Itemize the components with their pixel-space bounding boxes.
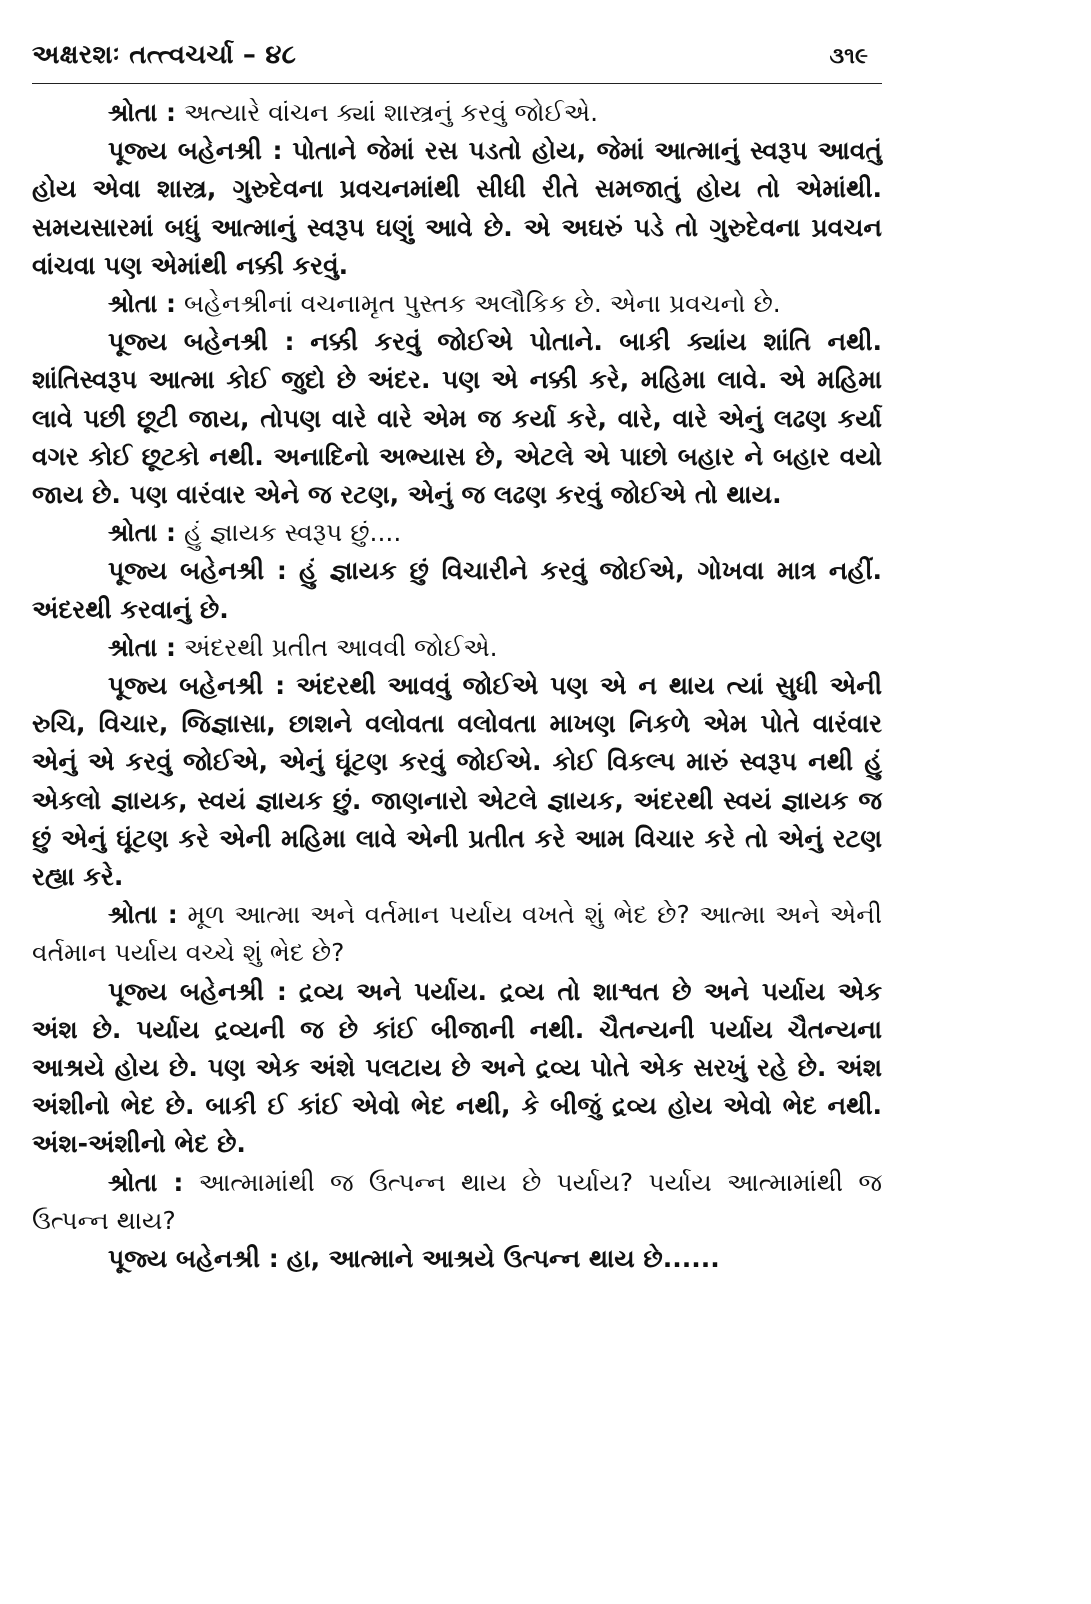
question-text: મૂળ આત્મા અને વર્તમાન પર્યાય વખતે શું ભેદ છે? આત્મા અને એની વર્તમાન પર્યાય વચ્ચે શું ભેદ છે? [32,900,883,968]
dialogue-question [32,1164,882,1240]
running-header [32,40,882,84]
dialogue-answer [32,667,882,896]
dialogue-question [32,514,882,552]
speaker-label: શ્રોતા : [108,518,177,548]
book-page [32,40,882,1278]
speaker-label: શ્રોતા : [108,900,178,930]
question-text: હું જ્ઞાયક સ્વરૂપ છું.... [183,518,402,548]
dialogue-answer [32,323,882,514]
dialogue-question [32,629,882,667]
dialogue-answer [32,1240,882,1278]
speaker-label: શ્રોતા : [108,98,177,127]
dialogue-question [32,285,882,323]
answer-text: અંદરથી આવવું જોઈએ પણ એ ન થાય ત્યાં સુધી એની રુચિ, વિચાર, જિજ્ઞાસા, છાશને વલોવતા વલોવતા માખણ નિકળે એમ પોતે વારંવાર એનું એ કરવું જોઈએ, એનું ઘૂંટણ કરવું જોઈએ. કોઈ વિકલ્પ મારું સ્વરૂપ નથી હું એકલો જ્ઞાયક, સ્વયં જ્ઞાયક છું. જાણનારો એટલે જ્ઞાયક, અંદરથી સ્વયં જ્ઞાયક જ છું એનું ઘૂંટણ કરે એની મહિમા લાવે એની પ્રતીત કરે આમ વિચાર કરે તો એનું રટણ રહ્યા કરે. [32,671,882,892]
speaker-label: પૂજ્ય બહેનશ્રી : [108,976,287,1006]
answer-text: હું જ્ઞાયક છું વિચારીને કરવું જોઈએ, ગોખવા માત્ર નહીં. અંદરથી કરવાનું છે. [32,556,882,624]
dialogue-question [32,94,882,132]
page-number: ૩૧૯ [829,44,868,69]
question-text: આત્મામાંથી જ ઉત્પન્ન થાય છે પર્યાય? પર્યાય આત્મામાંથી જ ઉત્પન્ન થાય? [32,1167,882,1235]
dialogue-answer [32,132,882,285]
dialogue-question [32,896,882,972]
speaker-label: શ્રોતા : [108,289,177,319]
speaker-label: પૂજ્ય બહેનશ્રી : [108,136,283,166]
answer-text: દ્રવ્ય અને પર્યાય. દ્રવ્ય તો શાશ્વત છે અને પર્યાય એક અંશ છે. પર્યાય દ્રવ્યની જ છે કાંઈ બીજાની નથી. ચૈતન્યની પર્યાય ચૈતન્યના આશ્રયે હોય છે. પણ એક અંશે પલટાય છે અને દ્રવ્ય પોતે એક સરખું રહે છે. અંશ અંશીનો ભેદ છે. બાકી ઈ કાંઈ એવો ભેદ નથી, કે બીજું દ્રવ્ય હોય એવો ભેદ નથી. અંશ-અંશીનો ભેદ છે. [32,976,882,1159]
speaker-label: પૂજ્ય બહેનશ્રી : [108,1244,279,1274]
question-text: અંદરથી પ્રતીત આવવી જોઈએ. [183,632,498,662]
answer-text: હા, આત્માને આશ્રયે ઉત્પન્ન થાય છે...... [286,1244,720,1274]
dialogue-answer [32,973,882,1164]
question-text: અત્યારે વાંચન ક્યાં શાસ્ત્રનું કરવું જોઈએ. [183,98,599,127]
answer-text: પોતાને જેમાં રસ પડતો હોય, જેમાં આત્માનું સ્વરૂપ આવતું હોય એવા શાસ્ત્ર, ગુરુદેવના પ્રવચનમાંથી સીધી રીતે સમજાતું હોય તો એમાંથી. સમયસારમાં બધું આત્માનું સ્વરૂપ ઘણું આવે છે. એ અઘરું પડે તો ગુરુદેવના પ્રવચન વાંચવા પણ એમાંથી નક્કી કરવું. [32,136,882,280]
speaker-label: પૂજ્ય બહેનશ્રી : [108,327,295,357]
answer-text: નક્કી કરવું જોઈએ પોતાને. બાકી ક્યાંય શાંતિ નથી. શાંતિસ્વરૂપ આત્મા કોઈ જુદો છે અંદર. પણ એ નક્કી કરે, મહિમા લાવે. એ મહિમા લાવે પછી છૂટી જાય, તોપણ વારે વારે એમ જ કર્યા કરે, વારે, વારે એનું લઢણ કર્યા વગર કોઈ છૂટકો નથી. અનાદિનો અભ્યાસ છે, એટલે એ પાછો બહાર ને બહાર વયો જાય છે. પણ વારંવાર એને જ રટણ, એનું જ લઢણ કરવું જોઈએ તો થાય. [32,327,882,510]
speaker-label: શ્રોતા : [108,1167,184,1197]
question-text: બહેનશ્રીનાં વચનામૃત પુસ્તક અલૌકિક છે. એના પ્રવચનો છે. [183,289,781,319]
dialogue-body [32,94,882,1278]
speaker-label: શ્રોતા : [108,632,177,662]
running-title: અક્ષરશઃ તત્ત્વચર્ચા – ૪૮ [32,40,297,70]
dialogue-answer [32,552,882,628]
speaker-label: પૂજ્ય બહેનશ્રી : [108,671,286,701]
speaker-label: પૂજ્ય બહેનશ્રી : [108,556,287,586]
